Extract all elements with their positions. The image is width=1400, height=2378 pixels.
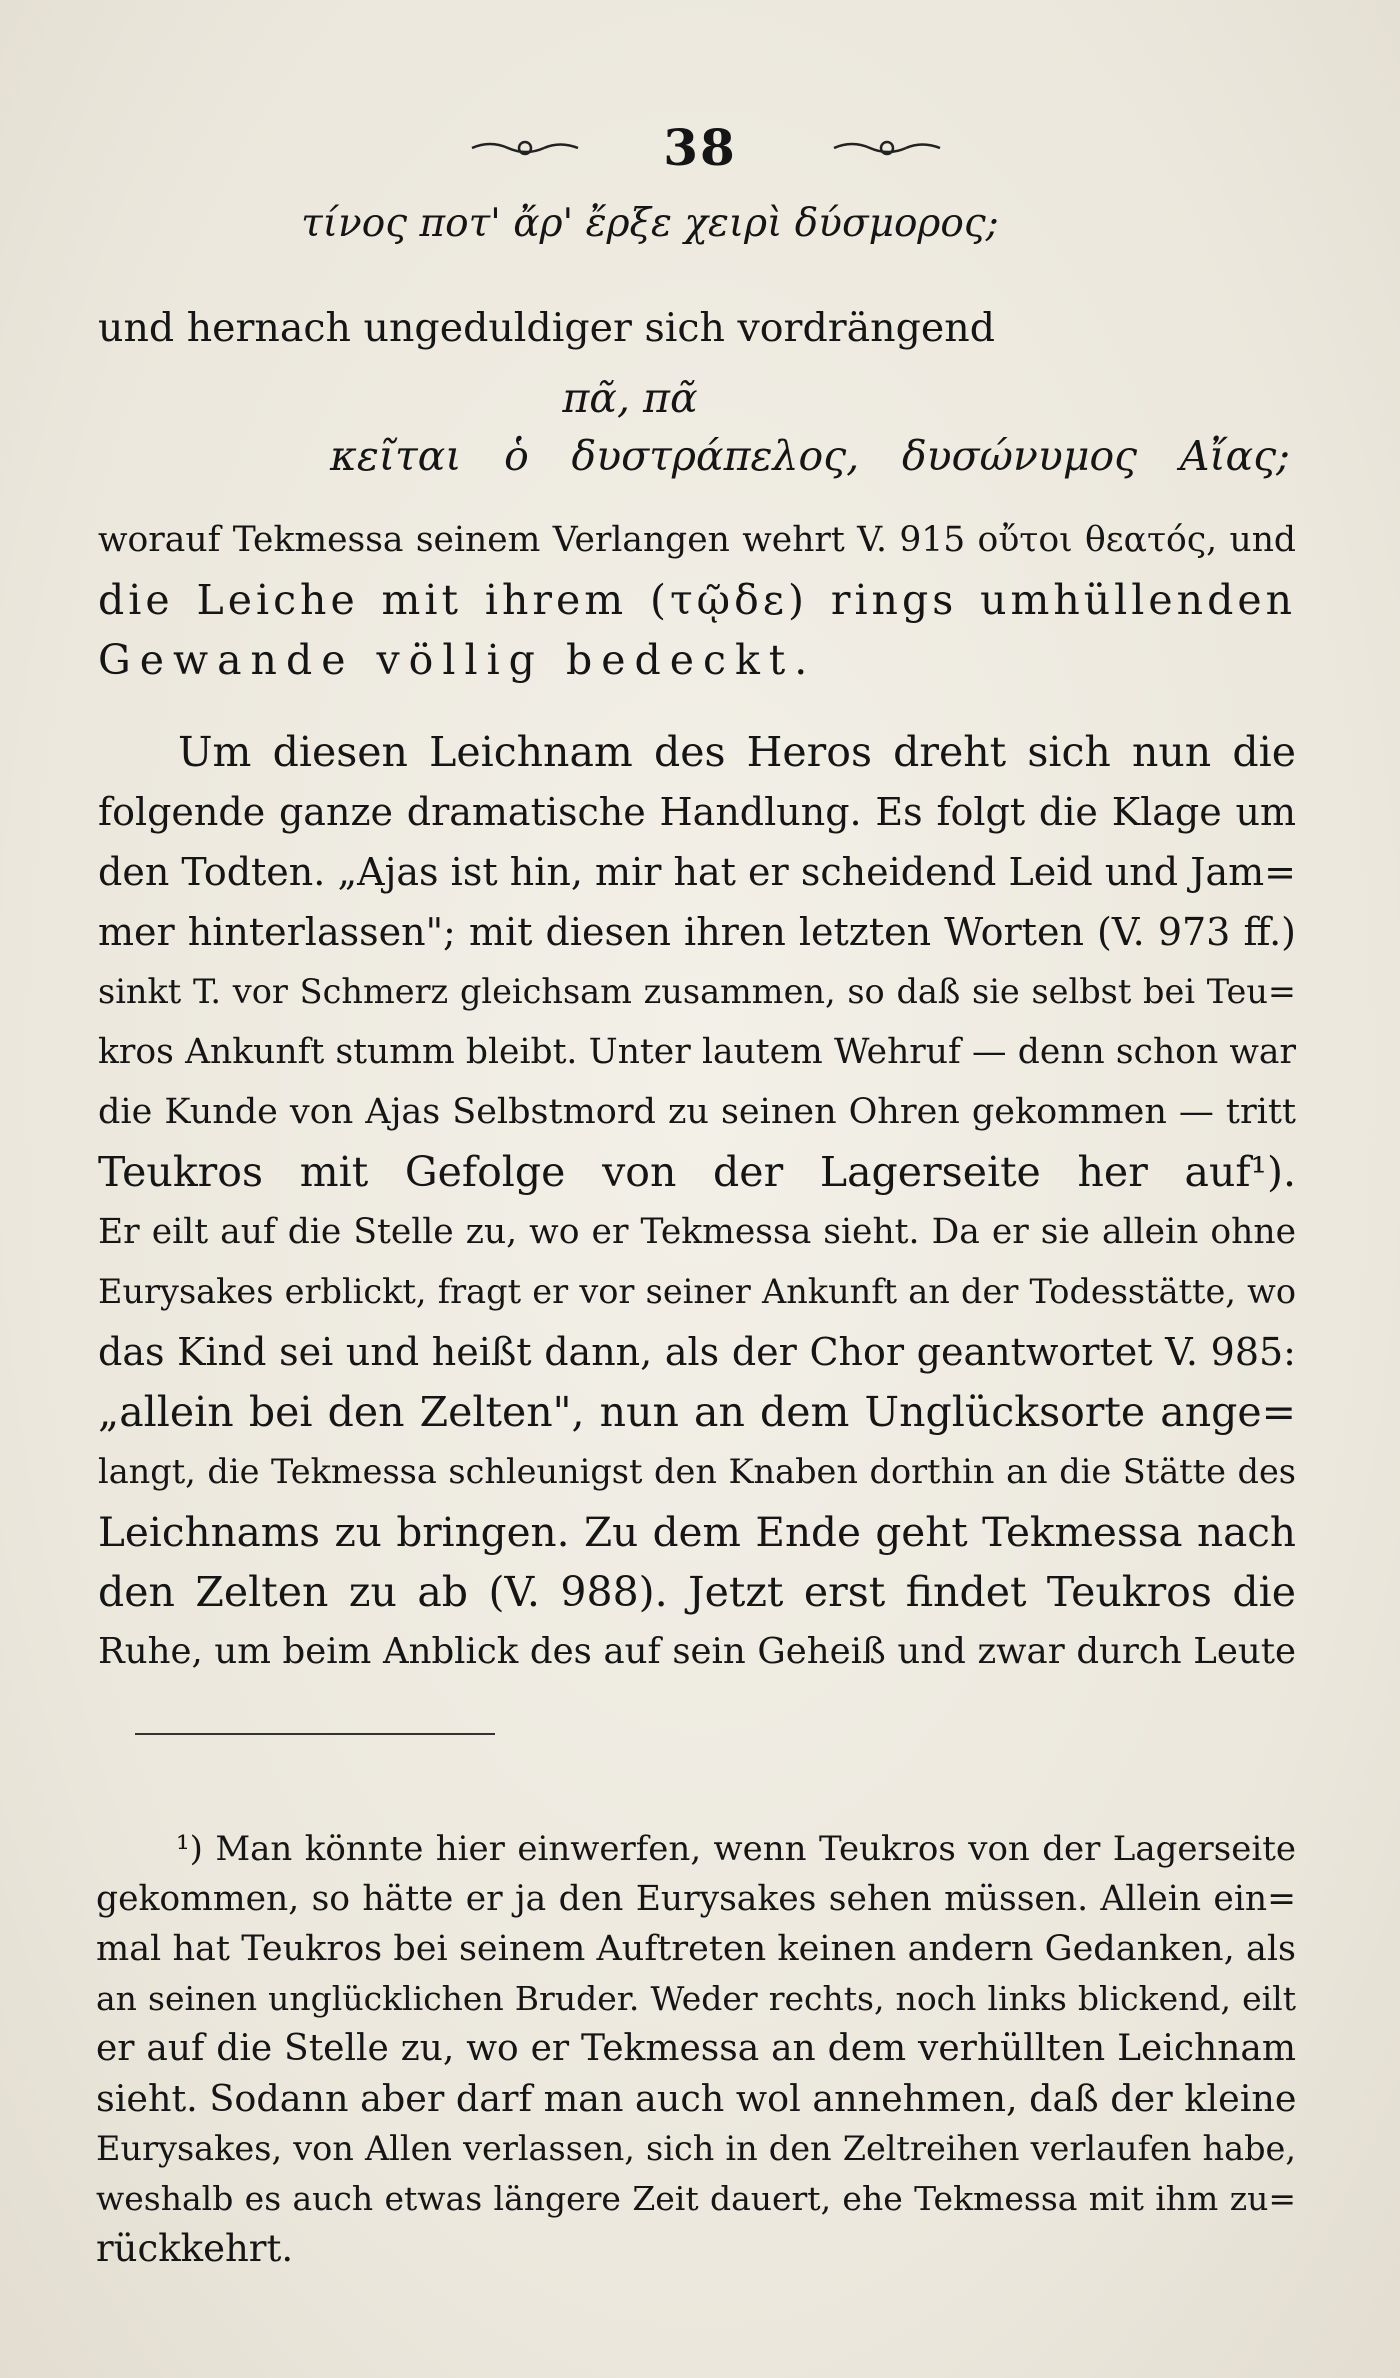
body-line: Teukros mit Gefolge von der Lagerseite her auf¹). bbox=[98, 1148, 1296, 1196]
body-line: sinkt T. vor Schmerz gleichsam zusammen, so daß sie selbst bei Teu= bbox=[98, 972, 1296, 1011]
body-line: Gewande völlig bedeckt. bbox=[98, 636, 817, 684]
greek-verse-line: τίνος ποτ' ἄρ' ἔρξε χειρὶ δύσμορος; bbox=[301, 201, 999, 246]
body-line: mer hinterlassen"; mit diesen ihren letzten Worten (V. 973 ff.) bbox=[98, 910, 1296, 954]
footnote-line: rückkehrt. bbox=[96, 2227, 294, 2270]
footnote-line: mal hat Teukros bei seinem Auftreten keinen andern Gedanken, als bbox=[96, 1929, 1296, 1969]
footnote-line: an seinen unglücklichen Bruder. Weder rechts, noch links blickend, eilt bbox=[96, 1979, 1296, 2018]
right-ornament-icon bbox=[832, 138, 942, 158]
body-line: Leichnams zu bringen. Zu dem Ende geht Tekmessa nach bbox=[98, 1508, 1296, 1556]
page-header bbox=[0, 118, 1400, 178]
footnote-line: ¹) Man könnte hier einwerfen, wenn Teukros von der Lagerseite bbox=[176, 1829, 1296, 1869]
body-line: Ruhe, um beim Anblick des auf sein Geheiß und zwar durch Leute bbox=[98, 1631, 1296, 1672]
footnote-line: gekommen, so hätte er ja den Eurysakes sehen müssen. Allein ein= bbox=[96, 1879, 1296, 1919]
page-number: 38 bbox=[663, 118, 737, 177]
body-line: Eurysakes erblickt, fragt er vor seiner Ankunft an der Todesstätte, wo bbox=[98, 1272, 1296, 1311]
body-line: den Todten. „Ajas ist hin, mir hat er scheidend Leid und Jam= bbox=[98, 850, 1296, 894]
footnote-line: weshalb es auch etwas längere Zeit dauert, ehe Tekmessa mit ihm zu= bbox=[96, 2179, 1296, 2218]
body-line: Er eilt auf die Stelle zu, wo er Tekmessa sieht. Da er sie allein ohne bbox=[98, 1212, 1296, 1252]
body-line: und hernach ungeduldiger sich vordrängend bbox=[98, 305, 995, 351]
body-line: „allein bei den Zelten", nun an dem Unglücksorte ange= bbox=[98, 1388, 1296, 1436]
body-line: kros Ankunft stumm bleibt. Unter lautem Wehruf — denn schon war bbox=[98, 1032, 1296, 1072]
footnote-divider bbox=[135, 1733, 495, 1735]
left-ornament-icon bbox=[470, 138, 580, 158]
body-line: die Leiche mit ihrem (τῷδε) rings umhüllenden bbox=[98, 576, 1296, 624]
greek-verse-line: πᾶ, πᾶ bbox=[562, 374, 698, 422]
greek-verse-line: κεῖται ὁ δυστράπελος, δυσώνυμος Αἴας; bbox=[330, 432, 1290, 480]
body-line: das Kind sei und heißt dann, als der Chor geantwortet V. 985: bbox=[98, 1330, 1296, 1374]
body-line: den Zelten zu ab (V. 988). Jetzt erst findet Teukros die bbox=[98, 1568, 1296, 1616]
footnote-line: Eurysakes, von Allen verlassen, sich in den Zeltreihen verlaufen habe, bbox=[96, 2129, 1296, 2168]
footnote-line: er auf die Stelle zu, wo er Tekmessa an dem verhüllten Leichnam bbox=[96, 2028, 1296, 2069]
footnote-line: sieht. Sodann aber darf man auch wol annehmen, daß der kleine bbox=[96, 2077, 1297, 2120]
paragraph-start-line: Um diesen Leichnam des Heros dreht sich nun die bbox=[178, 728, 1296, 776]
body-line: worauf Tekmessa seinem Verlangen wehrt V. 915 οὔτοι θεατός, und bbox=[98, 520, 1296, 560]
body-line: folgende ganze dramatische Handlung. Es folgt die Klage um bbox=[98, 790, 1296, 834]
body-line: langt, die Tekmessa schleunigst den Knaben dorthin an die Stätte des bbox=[98, 1452, 1296, 1491]
body-line: die Kunde von Ajas Selbstmord zu seinen Ohren gekommen — tritt bbox=[98, 1092, 1296, 1132]
